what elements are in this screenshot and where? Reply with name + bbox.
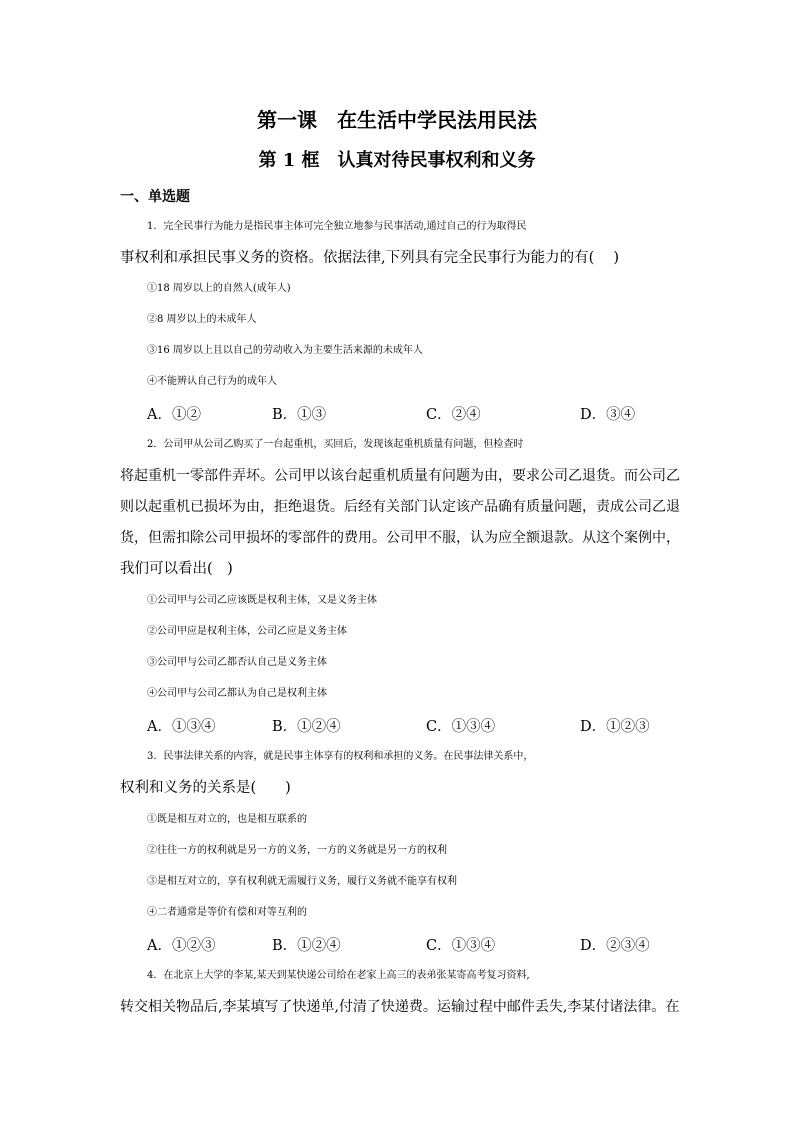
q4-stem-line-2: 转交相关物品后,李某填写了快递单,付清了快递费。运输过程中邮件丢失,李某付诸法律。在 [120, 999, 680, 1015]
q3-statement-1: ①既是相互对立的，也是相互联系的 [147, 814, 307, 825]
q2-stem-line-5: 我们可以看出( ) [120, 561, 233, 577]
q1-stem-line-1: 1．完全民事行为能力是指民事主体可完全独立地参与民事活动,通过自己的行为取得民 [147, 221, 527, 232]
section-heading: 一、单选题 [120, 189, 190, 205]
lesson-title: 第一课 在生活中学民法用民法 [257, 108, 537, 132]
q1-statement-4: ④不能辨认自己行为的成年人 [147, 376, 277, 387]
q1-stem-line-2: 事权利和承担民事义务的资格。依据法律,下列具有完全民事行为能力的有( ) [120, 250, 620, 266]
q1-option-c[interactable]: C．②④ [426, 407, 481, 423]
q3-statement-3: ③是相互对立的，享有权利就无需履行义务，履行义务就不能享有权利 [147, 876, 457, 887]
q1-statement-2: ②8 周岁以上的未成年人 [147, 314, 257, 325]
q2-statement-3: ③公司甲与公司乙都否认自己是义务主体 [147, 657, 327, 668]
q2-option-d[interactable]: D．①②③ [580, 719, 650, 735]
q4-stem-line-1: 4．在北京上大学的李某,某天到某快递公司给在老家上高三的表弟张某寄高考复习资料, [147, 970, 530, 981]
q1-option-d[interactable]: D．③④ [580, 407, 636, 423]
q3-stem-line-2: 权利和义务的关系是( ) [120, 780, 291, 796]
q3-option-d[interactable]: D．②③④ [580, 938, 650, 954]
q2-stem-line-3: 则以起重机已损坏为由，拒绝退货。后经有关部门认定该产品确有质量问题，责成公司乙退 [120, 499, 680, 515]
q2-stem-line-1: 2．公司甲从公司乙购买了一台起重机，买回后，发现该起重机质量有问题，但检查时 [147, 439, 524, 450]
q2-option-c[interactable]: C．①③④ [426, 719, 496, 735]
q2-option-b[interactable]: B．①②④ [272, 719, 341, 735]
q1-statement-3: ③16 周岁以上且以自己的劳动收入为主要生活来源的未成年人 [147, 345, 423, 356]
q2-stem-line-2: 将起重机一零部件弄坏。公司甲以该台起重机质量有问题为由，要求公司乙退货。而公司乙 [120, 468, 680, 484]
q1-option-b[interactable]: B．①③ [272, 407, 327, 423]
q3-option-a[interactable]: A．①②③ [147, 938, 216, 954]
q3-option-b[interactable]: B．①②④ [272, 938, 341, 954]
q3-statement-4: ④二者通常是等价有偿和对等互利的 [147, 907, 307, 918]
q2-stem-line-4: 货，但需扣除公司甲损坏的零部件的费用。公司甲不服，认为应全额退款。从这个案例中， [120, 530, 680, 546]
q3-option-c[interactable]: C．①③④ [426, 938, 496, 954]
q3-statement-2: ②往往一方的权利就是另一方的义务，一方的义务就是另一方的权利 [147, 845, 447, 856]
q1-statement-1: ①18 周岁以上的自然人(成年人) [147, 283, 291, 294]
q3-stem-line-1: 3．民事法律关系的内容，就是民事主体享有的权利和承担的义务。在民事法律关系中， [147, 751, 534, 762]
section-title: 第 1 框 认真对待民事权利和义务 [258, 150, 536, 171]
q2-statement-2: ②公司甲应是权利主体，公司乙应是义务主体 [147, 626, 347, 637]
q2-option-a[interactable]: A．①③④ [147, 719, 216, 735]
q2-statement-4: ④公司甲与公司乙都认为自己是权利主体 [147, 688, 327, 699]
q1-option-a[interactable]: A．①② [147, 407, 201, 423]
q2-statement-1: ①公司甲与公司乙应该既是权利主体，又是义务主体 [147, 595, 377, 606]
